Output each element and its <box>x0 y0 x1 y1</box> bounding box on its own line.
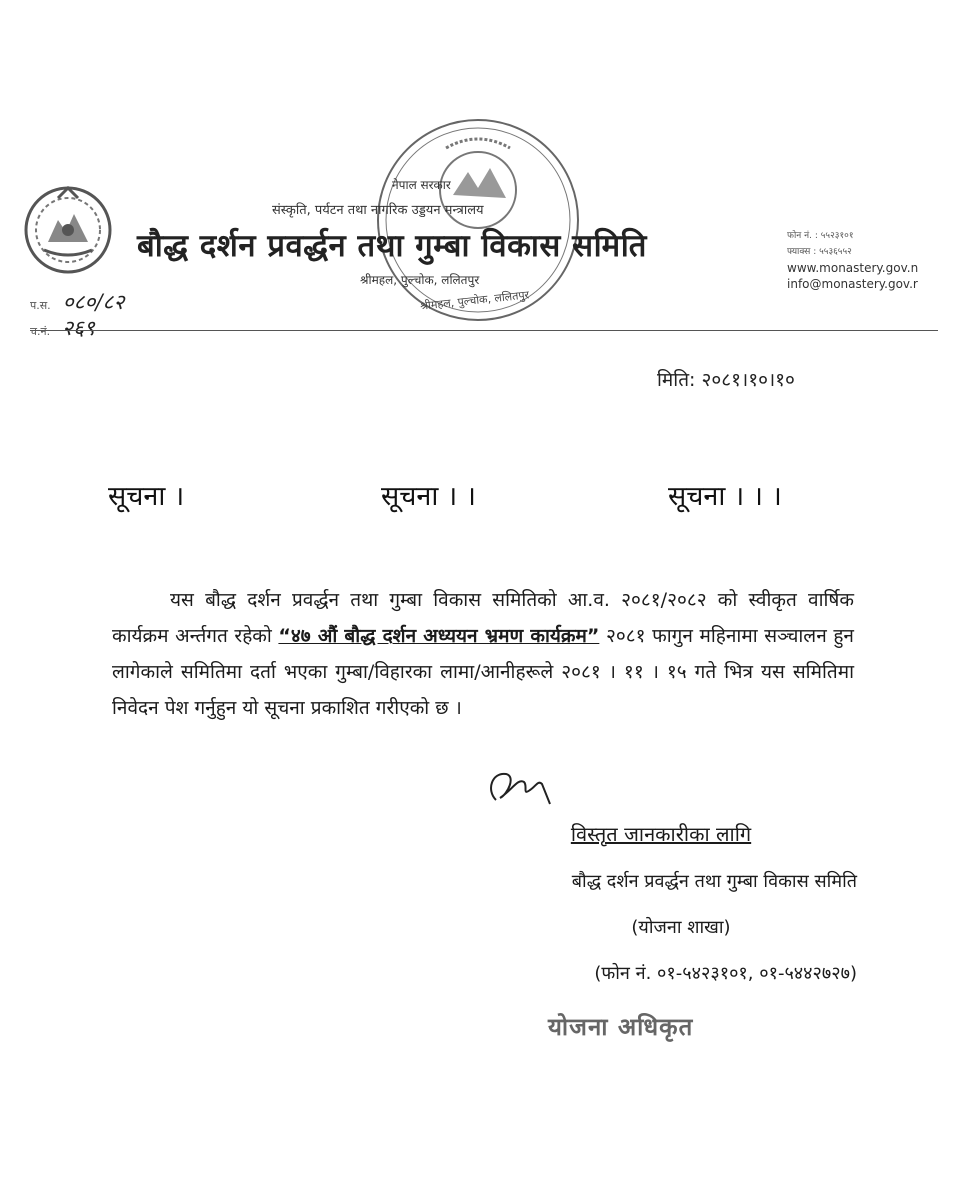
letterhead-divider <box>30 330 938 331</box>
fax-number: फ्याक्स : ५५३६५५२ <box>787 247 852 257</box>
organization-name: बौद्ध दर्शन प्रवर्द्धन तथा गुम्बा विकास समिति <box>137 228 647 264</box>
signature-title: विस्तृत जानकारीका लागि <box>570 822 752 846</box>
phone-number: फोन नं. : ५५२३१०१ <box>787 231 854 241</box>
notice-body <box>112 582 854 726</box>
designation-stamp: योजना अधिकृत <box>548 1013 694 1041</box>
program-name: “४७ औं बौद्ध दर्शन अध्ययन भ्रमण कार्यक्रम” <box>278 625 600 647</box>
body-text-before: यस बौद्ध दर्शन प्रवर्द्धन तथा गुम्बा विकास समितिको आ.व. २०८१/२०८२ को स्वीकृत वार्षिक कार्यक्रम अर्न्तगत रहेको <box>112 589 854 647</box>
issue-date: मिति: २०८१।१०।१० <box>657 369 795 391</box>
notice-heading-2: सूचना । । <box>381 481 477 512</box>
ps-value: ०८०/८२ <box>62 290 125 314</box>
organization-address: श्रीमहल, पुल्चोक, ललितपुर <box>360 273 480 287</box>
website-link[interactable]: www.monastery.gov.n <box>787 261 919 275</box>
signature-phone: (फोन नं. ०१-५४२३१०१, ०१-५४४२७२७) <box>594 963 857 984</box>
signature-org: बौद्ध दर्शन प्रवर्द्धन तथा गुम्बा विकास समिति <box>571 871 857 892</box>
chn-value: २६९ <box>62 316 95 340</box>
email-link[interactable]: info@monastery.gov.r <box>787 277 918 291</box>
chn-label: च.नं. <box>30 325 51 338</box>
notice-heading-1: सूचना । <box>108 481 185 512</box>
contact-info <box>787 228 918 292</box>
ministry-name: संस्कृति, पर्यटन तथा नागरिक उड्डयन मन्त्रालय <box>272 203 484 218</box>
signature-block <box>425 822 857 984</box>
reference-numbers <box>30 291 124 343</box>
notice-heading-3: सूचना । । । <box>668 481 782 512</box>
signature-icon <box>478 760 558 820</box>
government-name: नेपाल सरकार <box>392 178 451 192</box>
signature-branch: (योजना शाखा) <box>631 917 731 938</box>
ps-label: प.स. <box>30 299 51 312</box>
stamp-address: श्रीमहल, पुल्चोक, ललितपुर <box>419 288 530 313</box>
body-text-after: २०८१ फागुन महिनामा सञ्चालन हुन लागेकाले समितिमा दर्ता भएका गुम्बा/विहारका लामा/आनीहरूले २०८१ । ११ । १५ गते भित्र यस समितिमा निवेदन पेश गर्नुहुन यो सूचना प्रकाशित गरीएको छ । <box>112 625 854 719</box>
nepal-emblem-icon <box>18 180 118 280</box>
